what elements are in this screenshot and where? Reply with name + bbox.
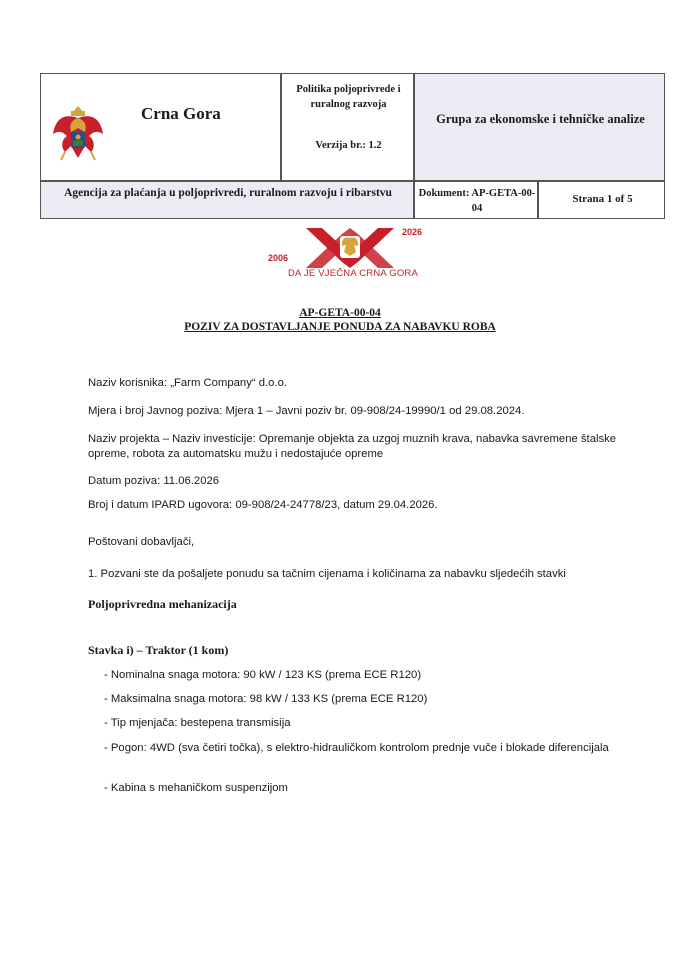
header-table bbox=[40, 73, 665, 219]
logo-year-end: 2026 bbox=[402, 227, 423, 237]
info-contract: Broj i datum IPARD ugovora: 09-908/24-24778/23, datum 29.04.2026. bbox=[88, 499, 438, 511]
header-country-cell bbox=[40, 73, 281, 181]
logo-year-start: 2006 bbox=[268, 253, 289, 263]
jubilee-logo bbox=[268, 224, 438, 288]
document-code: Dokument: AP-GETA-00-04 bbox=[418, 188, 536, 214]
header-group-cell bbox=[414, 73, 665, 181]
xx-emblem-icon bbox=[300, 224, 400, 268]
greeting: Poštovani dobavljači, bbox=[88, 536, 195, 548]
info-project: Naziv projekta – Naziv investicije: Opremanje objekta za uzgoj muznih krava, nabavka savremene štalske opreme, robota za automatsku mužu i nedostajuće opreme bbox=[88, 433, 617, 460]
header-document-cell bbox=[414, 181, 538, 219]
info-date: Datum poziva: 11.06.2026 bbox=[88, 475, 220, 487]
info-measure: Mjera i broj Javnog poziva: Mjera 1 – Javni poziv br. 09-908/24-19990/1 od 29.08.2024. bbox=[88, 405, 525, 417]
title-code: AP-GETA-00-04 bbox=[299, 307, 381, 319]
policy-name: Politika poljoprivrede i ruralnog razvoja bbox=[296, 84, 401, 110]
logo-tagline: DA JE VJEČNA CRNA GORA bbox=[287, 268, 419, 279]
spec-item: - Pogon: 4WD (sva četiri točka), s elektro-hidrauličkom kontrolom prednje vuče i blokade diferencijala bbox=[104, 742, 609, 754]
title-text: POZIV ZA DOSTAVLJANJE PONUDA ZA NABAVKU ROBA bbox=[184, 321, 496, 333]
spec-item: - Kabina s mehaničkom suspenzijom bbox=[104, 782, 288, 794]
info-user: Naziv korisnika: „Farm Company“ d.o.o. bbox=[88, 377, 288, 389]
header-page-cell bbox=[538, 181, 665, 219]
spec-item: - Maksimalna snaga motora: 98 kW / 133 KS (prema ECE R120) bbox=[104, 693, 428, 705]
spec-item: - Tip mjenjača: bestepena transmisija bbox=[104, 717, 291, 729]
section-heading: Poljoprivredna mehanizacija bbox=[88, 597, 237, 611]
group-name: Grupa za ekonomske i tehničke analize bbox=[436, 112, 645, 126]
point-one: 1. Pozvani ste da pošaljete ponudu sa tačnim cijenama i količinama za nabavku sljedećih stavki bbox=[88, 568, 566, 580]
coat-of-arms-icon bbox=[51, 102, 105, 164]
country-name: Crna Gora bbox=[141, 104, 221, 123]
item-title: Stavka i) – Traktor (1 kom) bbox=[88, 643, 229, 657]
agency-name: Agencija za plaćanja u poljoprivredi, ruralnom razvoju i ribarstvu bbox=[64, 187, 392, 199]
version-number: Verzija br.: 1.2 bbox=[315, 140, 382, 151]
page-number: Strana 1 of 5 bbox=[572, 193, 633, 205]
spec-item: - Nominalna snaga motora: 90 kW / 123 KS (prema ECE R120) bbox=[104, 669, 422, 681]
header-policy-cell bbox=[281, 73, 414, 181]
document-title bbox=[40, 306, 640, 334]
header-agency-cell bbox=[40, 181, 414, 219]
